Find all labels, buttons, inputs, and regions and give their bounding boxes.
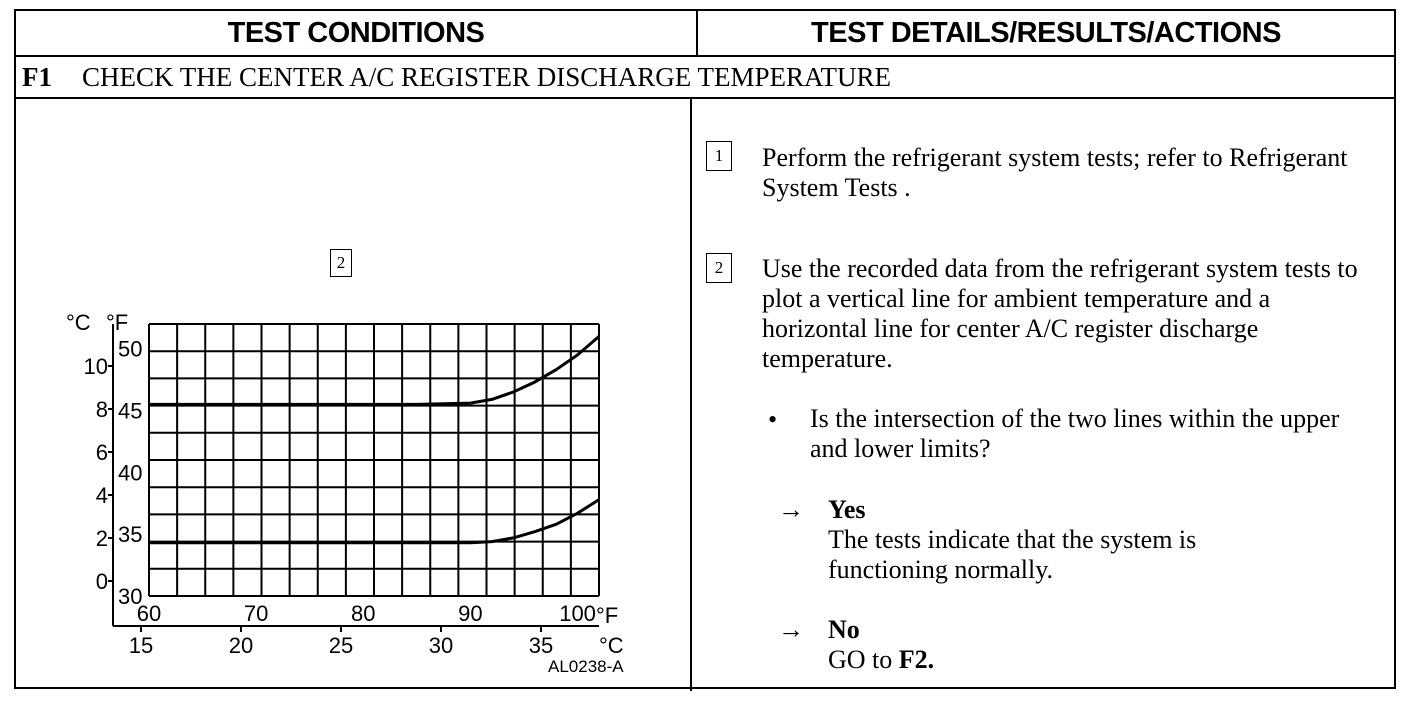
question-text: Is the intersection of the two lines within the upper and lower limits?	[810, 404, 1340, 463]
y-tick-label-f: 50	[118, 336, 143, 362]
x-tick-label-c: 20	[228, 633, 254, 656]
chart-grid	[149, 324, 599, 596]
step-2-text: Use the recorded data from the refrigerant system tests to plot a vertical line for ambient temperature and a horizontal line for center A/C register discharge temperature.	[762, 254, 1358, 373]
step-divider	[16, 97, 1394, 99]
x-tick-label-f: 60	[136, 601, 162, 626]
y-tick-label-f: 40	[118, 460, 143, 486]
no-text-link[interactable]: F2.	[898, 645, 935, 674]
step-title-row	[16, 57, 1394, 97]
test-conditions-header: TEST CONDITIONS	[227, 16, 485, 49]
test-details-header: TEST DETAILS/RESULTS/ACTIONS	[811, 16, 1281, 49]
step-2-box: 2	[706, 253, 732, 283]
x-tick-label-c: 15	[128, 633, 154, 656]
no-label: No	[828, 615, 860, 644]
x-tick-label-c: 25	[328, 633, 354, 656]
figure-id: AL0238-A	[548, 657, 624, 676]
x-tick-label-c: 30	[428, 633, 454, 656]
y-unit-f: °F	[106, 310, 129, 335]
y-tick-label-c: 0	[95, 569, 108, 594]
y-tick-label-f: 45	[118, 398, 143, 424]
yes-label: Yes	[828, 495, 866, 524]
figure-ref-box: 2	[330, 249, 352, 277]
x-tick-label-f: 100	[559, 601, 596, 626]
y-tick-label-c: 10	[83, 354, 108, 379]
yes-arrow-icon: →	[778, 495, 804, 524]
x-unit-f: °F	[596, 603, 619, 628]
chart-axes	[84, 324, 599, 656]
x-tick-label-f: 70	[243, 601, 269, 626]
yes-text: The tests indicate that the system is functioning normally.	[828, 525, 1197, 584]
x-tick-label-c: 35	[528, 633, 554, 656]
x-tick-label-f: 80	[351, 601, 376, 626]
y-tick-label-c: 6	[95, 440, 108, 465]
x-unit-c: °C	[599, 633, 624, 656]
y-tick-label-c: 2	[95, 526, 108, 551]
step-1-text: Perform the refrigerant system tests; refer to Refrigerant System Tests .	[762, 143, 1348, 202]
y-tick-label-c: 8	[95, 397, 108, 422]
body-column-divider	[690, 99, 692, 691]
no-text	[828, 645, 934, 675]
x-tick-label-f: 90	[458, 601, 483, 626]
step-title: CHECK THE CENTER A/C REGISTER DISCHARGE TEMPERATURE	[82, 61, 892, 92]
y-tick-label-f: 35	[118, 522, 143, 548]
y-unit-c: °C	[66, 310, 91, 335]
no-arrow-icon: →	[778, 615, 804, 644]
step-1-box: 1	[706, 141, 732, 171]
y-tick-label-c: 4	[95, 483, 108, 508]
bullet-dot: •	[768, 405, 778, 434]
no-text-prefix: GO to	[828, 645, 899, 674]
step-number: F1	[22, 61, 52, 92]
y-tick-label-f: 30	[118, 584, 143, 609]
diagnostic-table	[14, 9, 1396, 689]
temperature-chart	[46, 296, 656, 656]
